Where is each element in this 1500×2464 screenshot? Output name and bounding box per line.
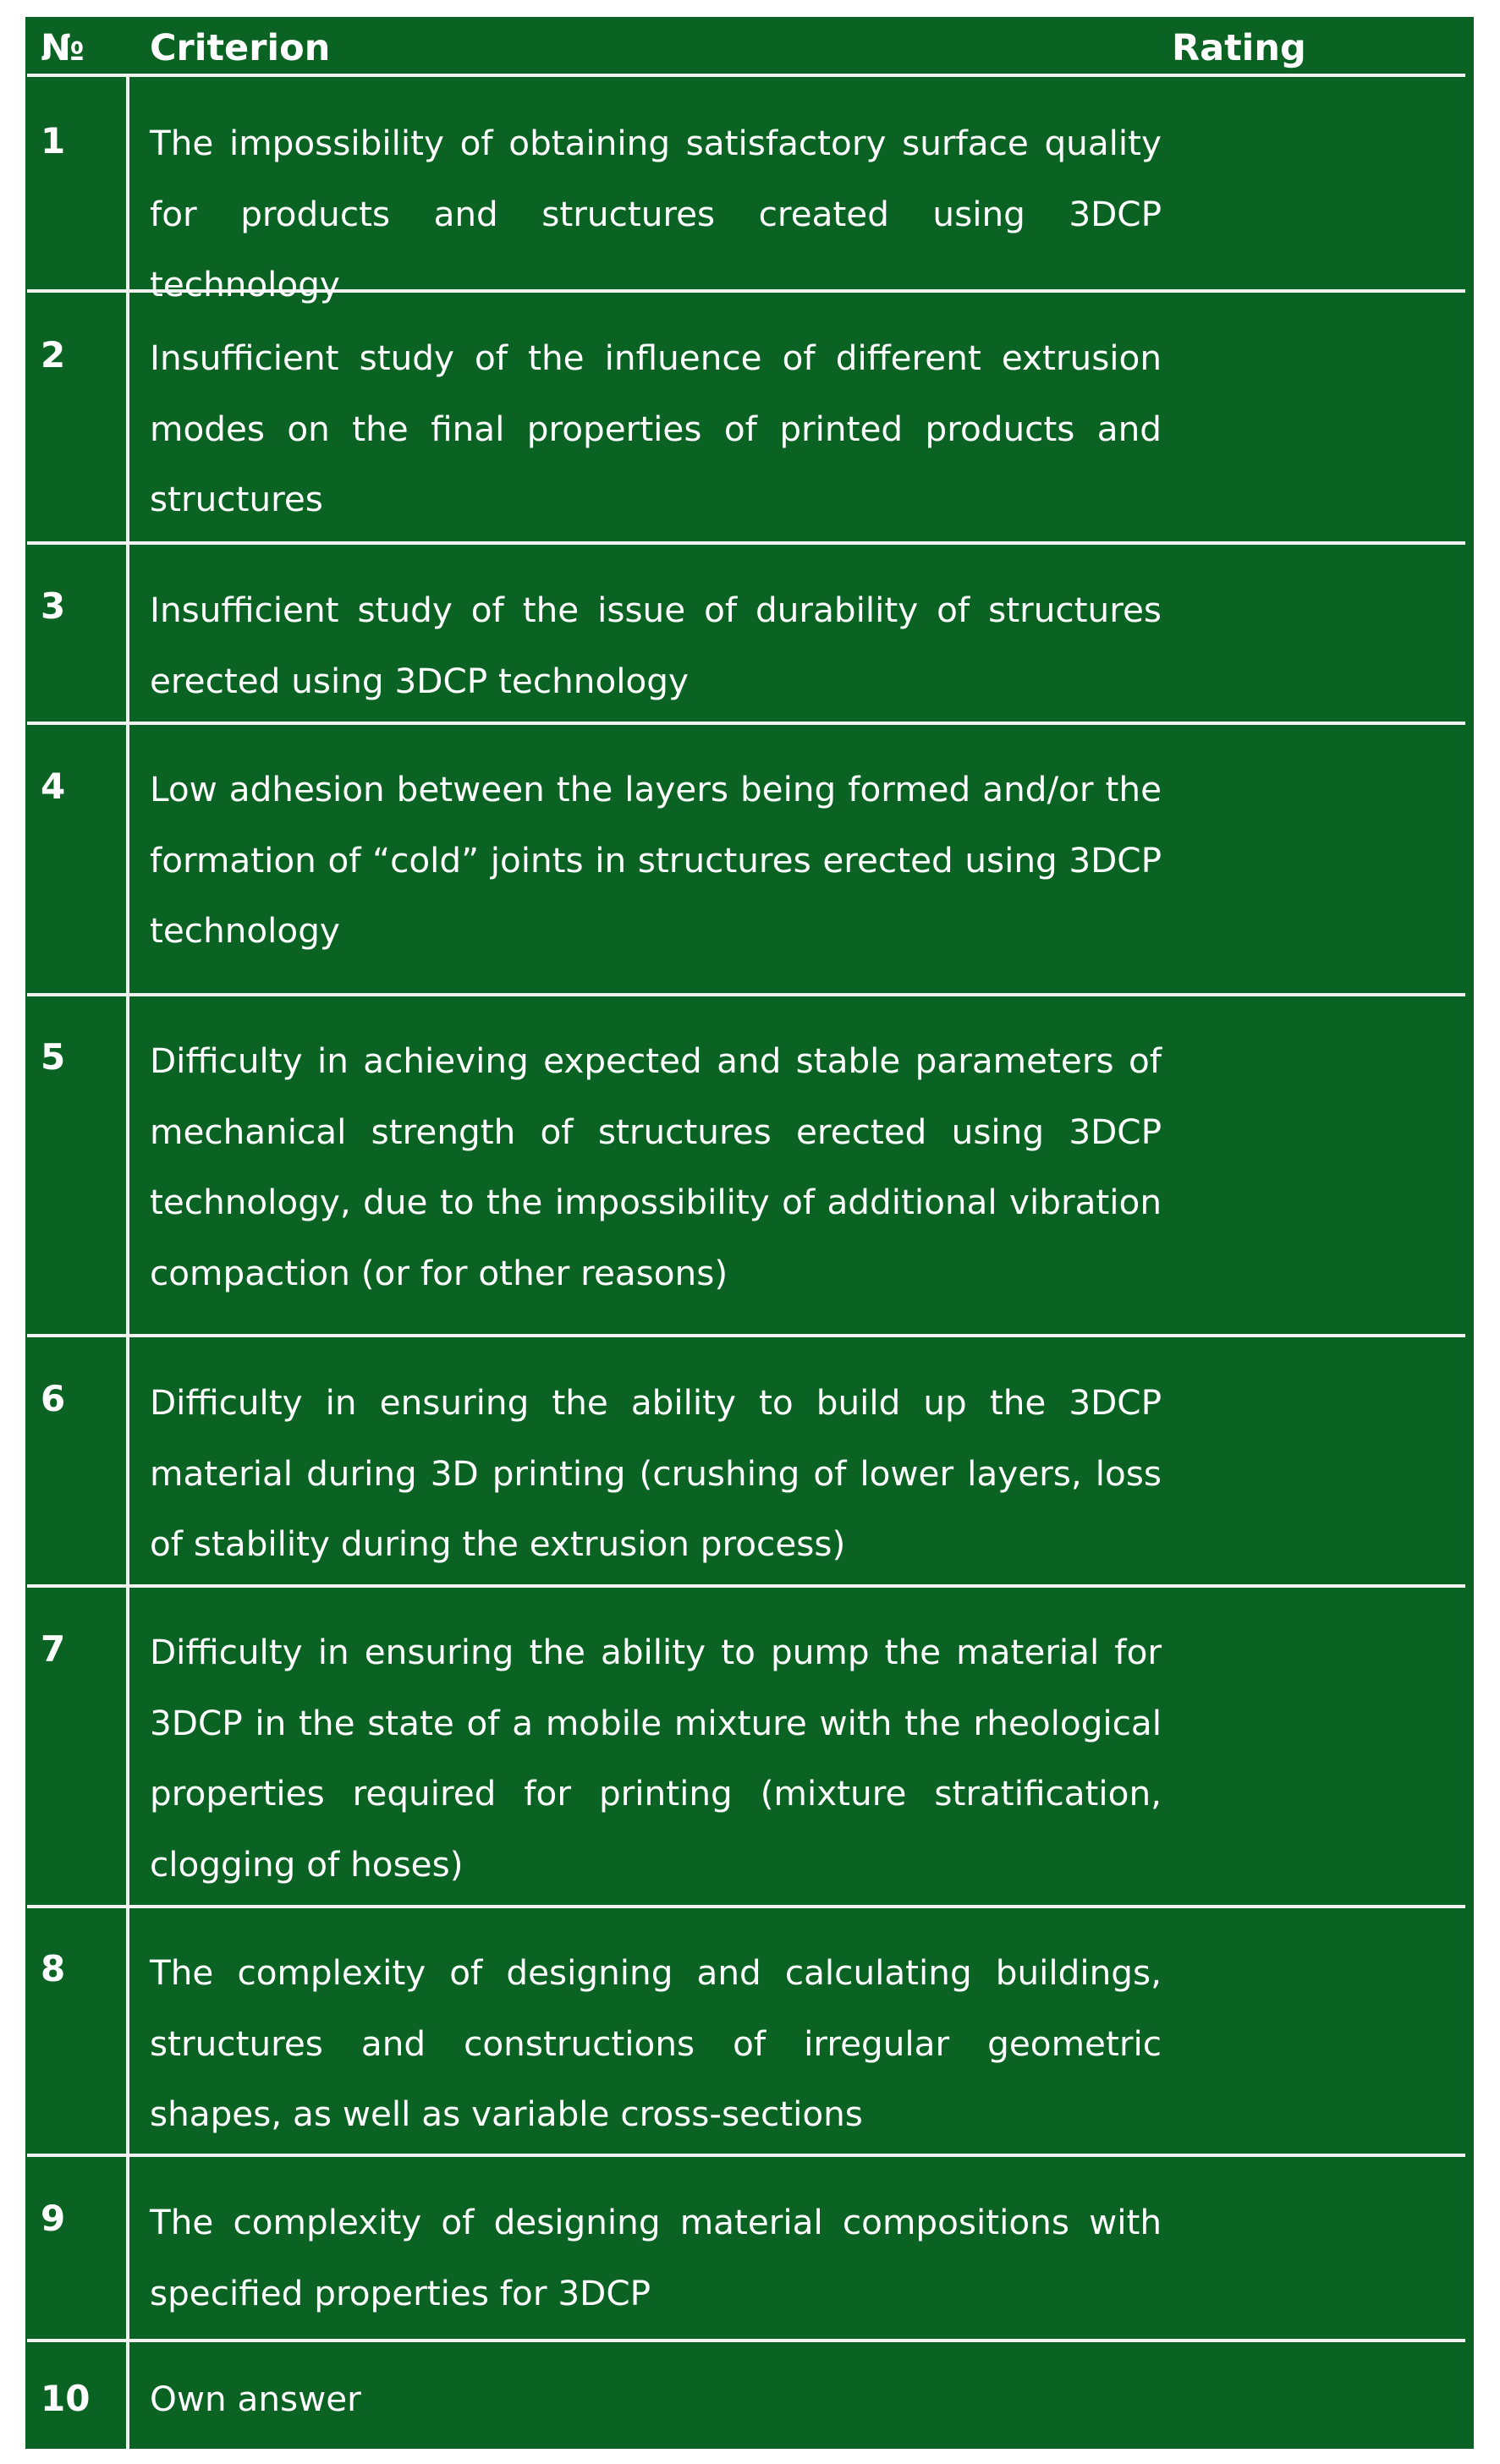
column-divider [126, 76, 129, 2449]
row-number: 6 [41, 1378, 66, 1419]
row-number: 8 [41, 1948, 66, 1989]
row-criterion: Own answer [150, 2379, 361, 2419]
row-criterion: Low adhesion between the layers being formed and/or the formation of “cold” joints in structures erected using 3DCP technology [150, 769, 1162, 951]
row-divider [27, 1905, 1465, 1908]
row-divider [27, 1334, 1465, 1337]
criteria-table [25, 17, 1474, 2449]
row-criterion: The complexity of designing and calculating buildings, structures and constructions of irregular geometric shapes, as well as variable cross-sections [150, 1952, 1162, 2134]
row-criterion: Difficulty in ensuring the ability to pump the material for 3DCP in the state of a mobile mixture with the rheological properties required for printing (mixture stratification, clogging of hoses) [150, 1632, 1162, 1885]
row-number: 2 [41, 334, 66, 376]
row-divider [27, 2154, 1465, 2157]
row-criterion: The complexity of designing material compositions with specified properties for 3DCP [150, 2202, 1162, 2313]
row-criterion: Difficulty in achieving expected and stable parameters of mechanical strength of structures erected using 3DCP technology, due to the impossibility of additional vibration compaction (or for other reasons) [150, 1040, 1162, 1293]
row-number: 3 [41, 585, 66, 627]
header-rule [27, 74, 1465, 77]
row-criterion: Insufficient study of the issue of durability of structures erected using 3DCP technology [150, 590, 1162, 701]
row-criterion: The impossibility of obtaining satisfactory surface quality for products and structures created using 3DCP technology [150, 123, 1162, 305]
row-number: 9 [41, 2198, 66, 2239]
header-rating: Rating [1172, 27, 1306, 69]
row-number: 7 [41, 1628, 66, 1670]
row-divider [27, 2339, 1465, 2342]
row-criterion: Difficulty in ensuring the ability to build up the 3DCP material during 3D printing (crushing of lower layers, loss of stability during the extrusion process) [150, 1382, 1162, 1564]
header-number: № [41, 27, 85, 69]
row-number: 5 [41, 1036, 66, 1078]
row-divider [27, 993, 1465, 996]
row-divider [27, 541, 1465, 545]
header-criterion: Criterion [150, 27, 331, 69]
row-number: 1 [41, 120, 66, 162]
row-divider [27, 722, 1465, 725]
row-criterion: Insufficient study of the influence of different extrusion modes on the final properties of printed products and structures [150, 337, 1162, 519]
row-number: 4 [41, 766, 66, 807]
row-number: 10 [41, 2378, 91, 2419]
row-divider [27, 1584, 1465, 1588]
